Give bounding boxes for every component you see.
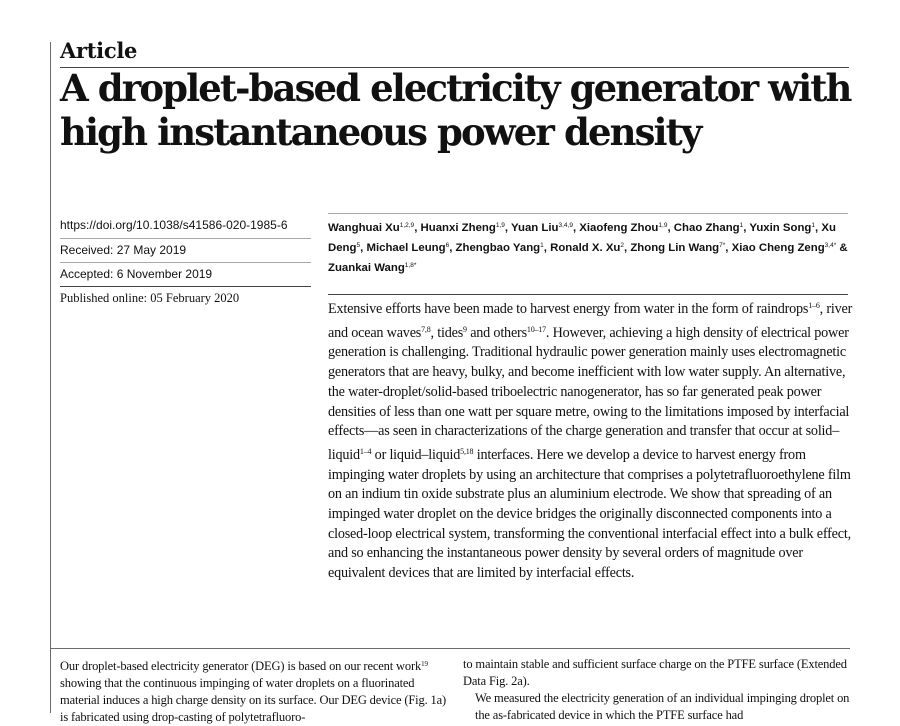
author-name: Xiaofeng Zhou bbox=[579, 222, 659, 234]
author-affiliation: 3,4* bbox=[824, 242, 837, 249]
citation-superscript: 9 bbox=[463, 324, 467, 334]
abstract-paragraph bbox=[328, 296, 853, 584]
author-name: Zhengbao Yang bbox=[455, 242, 541, 254]
author-affiliation: 1 bbox=[540, 242, 544, 249]
author-affiliation: 1,2,9 bbox=[399, 222, 415, 229]
author-affiliation: 1 bbox=[739, 222, 744, 229]
text-segment: , tides bbox=[430, 324, 464, 341]
author-affiliation: 1 bbox=[811, 222, 816, 229]
text-segment: Extensive efforts have been made to harvest energy from water in the form of raindrops bbox=[328, 301, 809, 317]
author-affiliation: 6 bbox=[445, 242, 450, 249]
citation-superscript: 10–17 bbox=[526, 324, 546, 334]
author-list: Wanghuai Xu$^{1,2,9}$, Huanxi Zheng$^{1,9}$, Yuan Liu$^{3,4,9}$, Xiaofeng Zhou$^{1,9}$, Chao Zhang$^1$, Yuxin Song$^1$, Xu Deng$^5$, Michael Leung$^6$, Zhengbao Yang$^1$, Ronald X. Xu$^2$, Zhong Lin Wang$^{7*}$, Xiao Cheng Zeng$^{3,4*}$ & Zuankai Wang$^{1,8*}$ bbox=[328, 222, 848, 274]
author-name: Xiao Cheng Zeng bbox=[731, 242, 825, 254]
author-name: Chao Zhang bbox=[673, 222, 740, 234]
text-segment: or liquid–liquid bbox=[371, 446, 461, 463]
author-affiliation: 7* bbox=[719, 242, 726, 249]
citation-superscript: 5,18 bbox=[460, 446, 474, 456]
body-column-right bbox=[463, 656, 851, 724]
author-name: Yuan Liu bbox=[511, 222, 559, 234]
body-rule bbox=[50, 648, 850, 649]
paper-title: A droplet-based electricity generator with high instantaneous power density bbox=[60, 66, 851, 154]
text-segment: and others bbox=[466, 324, 527, 341]
author-affiliation: 2 bbox=[620, 242, 624, 249]
text-segment: showing that the continuous impinging of water droplets on a fluorinated material induces a high charge density on its surface. Our DEG device (Fig. 1a) is fabricated using drop-casting of polytetrafluoro- bbox=[60, 676, 447, 724]
author-name: Michael Leung bbox=[366, 242, 446, 254]
author-name: Wanghuai Xu bbox=[328, 222, 400, 234]
body-paragraph: We measured the electricity generation of an individual impinging droplet on the as-fabricated device in which the PTFE surface had bbox=[475, 691, 850, 722]
abstract-rule bbox=[328, 294, 848, 295]
citation-superscript: 1–6 bbox=[808, 301, 820, 310]
author-affiliation: 5 bbox=[356, 242, 361, 249]
author-name: Xu Deng bbox=[328, 222, 836, 254]
left-margin-rule bbox=[50, 42, 51, 713]
citation-superscript: 1–4 bbox=[359, 446, 372, 456]
authors-rule bbox=[328, 213, 848, 214]
citation-superscript: 7,8 bbox=[421, 324, 431, 334]
doi-link[interactable]: https://doi.org/10.1038/s41586-020-1985-6 bbox=[60, 218, 288, 232]
text-segment: Our droplet-based electricity generator (DEG) is based on our recent work bbox=[60, 659, 422, 673]
author-name: Yuxin Song bbox=[749, 222, 812, 234]
body-paragraph: to maintain stable and sufficient surface charge on the PTFE surface (Extended Data Fig. 2a). bbox=[463, 657, 847, 688]
author-name: Huanxi Zheng bbox=[420, 222, 496, 234]
author-name: Ronald X. Xu bbox=[550, 242, 621, 254]
author-affiliation: 1,9 bbox=[495, 222, 505, 229]
accepted-date: Accepted: 6 November 2019 bbox=[60, 262, 311, 286]
text-segment: . However, achieving a high density of electrical power generation is challenging. Traditional hydraulic power generation mainly uses electromagnetic generators that are heavy, bulky, and become inefficient with low water supply. An alternative, the water-droplet/solid-based triboelectric nanogenerator, has so far generated peak power densities of less than one watt per square metre, owing to the limitations imposed by interfacial effects—as seen in characterizations of the charge generation and transfer that occur at solid–liquid bbox=[328, 324, 850, 463]
published-date: Published online: 05 February 2020 bbox=[60, 286, 311, 310]
author-affiliation: 3,4,9 bbox=[558, 222, 573, 229]
body-column-left bbox=[60, 656, 448, 726]
author-name: Zhong Lin Wang bbox=[630, 242, 720, 254]
article-type-label: Article bbox=[60, 38, 138, 63]
text-segment: , river and ocean waves bbox=[328, 301, 853, 341]
author-affiliation: 1,9 bbox=[658, 222, 668, 229]
received-date: Received: 27 May 2019 bbox=[60, 238, 311, 262]
author-name: Zuankai Wang bbox=[328, 262, 405, 274]
text-segment: interfaces. Here we develop a device to harvest energy from impinging water droplets by using an architecture that comprises a polytetrafluoroethylene film on an indium tin oxide substrate plus an aluminium electrode. We show that spreading of an impinged water droplet on the device bridges the originally disconnected components into a closed-loop electrical system, transforming the conventional interfacial effect into a bulk effect, and so enhancing the instantaneous power density by several orders of magnitude over equivalent devices that are limited by interfacial effects. bbox=[328, 446, 851, 582]
citation-superscript: 19 bbox=[421, 660, 428, 668]
author-affiliation: 1,8* bbox=[404, 262, 417, 269]
